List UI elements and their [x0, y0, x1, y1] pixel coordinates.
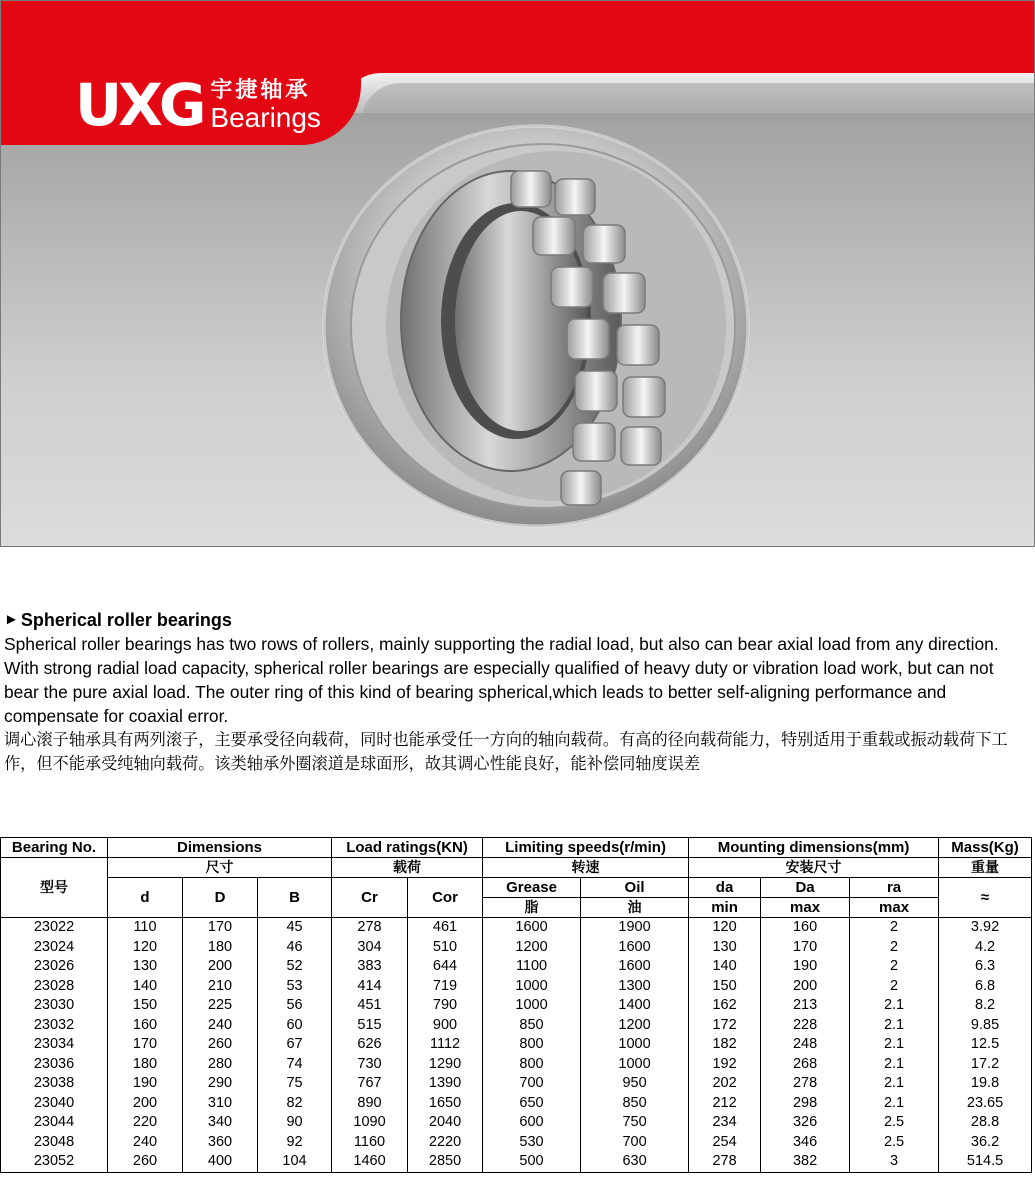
- cell-cor: 719: [408, 977, 483, 997]
- cell-d: 160: [108, 1016, 183, 1036]
- cell-D: 240: [183, 1016, 258, 1036]
- cell-Da: 382: [761, 1152, 850, 1172]
- cell-cor: 1390: [408, 1074, 483, 1094]
- cell-mass: 23.65: [939, 1094, 1032, 1114]
- header-limiting-speeds-cn: 转速: [483, 858, 689, 878]
- cell-Da: 228: [761, 1016, 850, 1036]
- cell-grease: 530: [483, 1133, 581, 1153]
- cell-d: 200: [108, 1094, 183, 1114]
- header-load-ratings: Load ratings(KN): [332, 838, 483, 858]
- cell-cor: 644: [408, 957, 483, 977]
- cell-oil: 750: [581, 1113, 689, 1133]
- cell-cr: 890: [332, 1094, 408, 1114]
- cell-cr: 626: [332, 1035, 408, 1055]
- cell-D: 340: [183, 1113, 258, 1133]
- header-cor: Cor: [408, 878, 483, 918]
- cell-d: 150: [108, 996, 183, 1016]
- cell-D: 225: [183, 996, 258, 1016]
- cell-Da: 213: [761, 996, 850, 1016]
- cell-da: 234: [689, 1113, 761, 1133]
- cell-da: 162: [689, 996, 761, 1016]
- cell-cr: 515: [332, 1016, 408, 1036]
- cell-oil: 1900: [581, 918, 689, 938]
- cell-cr: 1460: [332, 1152, 408, 1172]
- header-cr: Cr: [332, 878, 408, 918]
- cell-oil: 1000: [581, 1055, 689, 1075]
- cell-da: 182: [689, 1035, 761, 1055]
- header-B: B: [258, 878, 332, 918]
- cell-d: 140: [108, 977, 183, 997]
- header-limiting-speeds: Limiting speeds(r/min): [483, 838, 689, 858]
- cell-ra: 2.1: [850, 1035, 939, 1055]
- banner-swoosh-shadow: [361, 83, 1035, 123]
- cell-ra: 3: [850, 1152, 939, 1172]
- cell-D: 280: [183, 1055, 258, 1075]
- cell-da: 192: [689, 1055, 761, 1075]
- cell-grease: 800: [483, 1035, 581, 1055]
- cell-ra: 2.1: [850, 996, 939, 1016]
- header-da: da: [689, 878, 761, 898]
- cell-bearing-no: 23024: [1, 938, 108, 958]
- cell-grease: 600: [483, 1113, 581, 1133]
- cell-oil: 630: [581, 1152, 689, 1172]
- header-approx: ≈: [939, 878, 1032, 918]
- cell-B: 67: [258, 1035, 332, 1055]
- product-banner: [0, 0, 1035, 547]
- cell-D: 360: [183, 1133, 258, 1153]
- header-grease: Grease: [483, 878, 581, 898]
- cell-grease: 650: [483, 1094, 581, 1114]
- cell-B: 82: [258, 1094, 332, 1114]
- cell-B: 53: [258, 977, 332, 997]
- cell-B: 104: [258, 1152, 332, 1172]
- cell-d: 170: [108, 1035, 183, 1055]
- cell-oil: 1300: [581, 977, 689, 997]
- cell-d: 120: [108, 938, 183, 958]
- cell-Da: 268: [761, 1055, 850, 1075]
- cell-d: 110: [108, 918, 183, 938]
- brand-logo: [75, 73, 321, 137]
- header-oil-cn: 油: [581, 898, 689, 918]
- cell-Da: 248: [761, 1035, 850, 1055]
- cell-cr: 767: [332, 1074, 408, 1094]
- cell-da: 150: [689, 977, 761, 997]
- cell-mass: 19.8: [939, 1074, 1032, 1094]
- cell-mass: 36.2: [939, 1133, 1032, 1153]
- cell-oil: 850: [581, 1094, 689, 1114]
- header-grease-cn: 脂: [483, 898, 581, 918]
- header-load-ratings-cn: 载荷: [332, 858, 483, 878]
- header-dimensions: Dimensions: [108, 838, 332, 858]
- cell-ra: 2.5: [850, 1133, 939, 1153]
- specifications-table-body: [1, 918, 1032, 1173]
- cell-d: 220: [108, 1113, 183, 1133]
- cell-Da: 170: [761, 938, 850, 958]
- cell-da: 202: [689, 1074, 761, 1094]
- table-row: [1, 1035, 1032, 1055]
- cell-ra: 2: [850, 957, 939, 977]
- table-row: [1, 918, 1032, 938]
- cell-bearing-no: 23022: [1, 918, 108, 938]
- table-row: [1, 1016, 1032, 1036]
- cell-mass: 9.85: [939, 1016, 1032, 1036]
- header-mounting-dimensions: Mounting dimensions(mm): [689, 838, 939, 858]
- header-Da: Da: [761, 878, 850, 898]
- cell-mass: 17.2: [939, 1055, 1032, 1075]
- cell-mass: 514.5: [939, 1152, 1032, 1172]
- cell-da: 172: [689, 1016, 761, 1036]
- header-ra: ra: [850, 878, 939, 898]
- cell-grease: 800: [483, 1055, 581, 1075]
- cell-grease: 1600: [483, 918, 581, 938]
- cell-oil: 950: [581, 1074, 689, 1094]
- cell-bearing-no: 23036: [1, 1055, 108, 1075]
- cell-bearing-no: 23032: [1, 1016, 108, 1036]
- cell-da: 254: [689, 1133, 761, 1153]
- cell-cr: 1090: [332, 1113, 408, 1133]
- right-triangle-icon: ►: [4, 611, 19, 628]
- header-bearing-no: Bearing No.: [1, 838, 108, 858]
- cell-Da: 346: [761, 1133, 850, 1153]
- cell-B: 92: [258, 1133, 332, 1153]
- cell-d: 180: [108, 1055, 183, 1075]
- cell-cor: 2040: [408, 1113, 483, 1133]
- cell-B: 46: [258, 938, 332, 958]
- cell-B: 56: [258, 996, 332, 1016]
- cell-bearing-no: 23034: [1, 1035, 108, 1055]
- product-description: [4, 608, 1032, 776]
- cell-D: 170: [183, 918, 258, 938]
- cell-ra: 2: [850, 918, 939, 938]
- cell-Da: 298: [761, 1094, 850, 1114]
- cell-cr: 383: [332, 957, 408, 977]
- table-row: [1, 1055, 1032, 1075]
- cell-mass: 6.3: [939, 957, 1032, 977]
- header-mass-cn: 重量: [939, 858, 1032, 878]
- table-row: [1, 1074, 1032, 1094]
- table-row: [1, 957, 1032, 977]
- cell-bearing-no: 23026: [1, 957, 108, 977]
- cell-Da: 326: [761, 1113, 850, 1133]
- cell-oil: 700: [581, 1133, 689, 1153]
- table-row: [1, 938, 1032, 958]
- cell-D: 200: [183, 957, 258, 977]
- cell-bearing-no: 23040: [1, 1094, 108, 1114]
- cell-Da: 278: [761, 1074, 850, 1094]
- cell-da: 278: [689, 1152, 761, 1172]
- cell-bearing-no: 23028: [1, 977, 108, 997]
- cell-D: 180: [183, 938, 258, 958]
- table-row: [1, 996, 1032, 1016]
- cell-cor: 510: [408, 938, 483, 958]
- cell-bearing-no: 23052: [1, 1152, 108, 1172]
- cell-mass: 28.8: [939, 1113, 1032, 1133]
- header-da-min: min: [689, 898, 761, 918]
- cell-cor: 900: [408, 1016, 483, 1036]
- header-bearing-no-cn: 型号: [1, 858, 108, 918]
- cell-cr: 730: [332, 1055, 408, 1075]
- cell-ra: 2.5: [850, 1113, 939, 1133]
- cell-bearing-no: 23038: [1, 1074, 108, 1094]
- logo-chinese-name: 宇捷轴承: [210, 77, 311, 102]
- cell-grease: 500: [483, 1152, 581, 1172]
- logo-english-name: Bearings: [210, 102, 321, 133]
- table-row: [1, 1152, 1032, 1172]
- specifications-table: [0, 837, 1032, 1173]
- cell-oil: 1600: [581, 938, 689, 958]
- cell-cr: 278: [332, 918, 408, 938]
- section-heading: [4, 608, 1032, 632]
- cell-D: 290: [183, 1074, 258, 1094]
- cell-d: 130: [108, 957, 183, 977]
- cell-grease: 1000: [483, 977, 581, 997]
- table-row: [1, 977, 1032, 997]
- cell-mass: 4.2: [939, 938, 1032, 958]
- cell-B: 90: [258, 1113, 332, 1133]
- cell-cr: 1160: [332, 1133, 408, 1153]
- header-mass: Mass(Kg): [939, 838, 1032, 858]
- table-row: [1, 1094, 1032, 1114]
- cell-bearing-no: 23030: [1, 996, 108, 1016]
- cell-ra: 2.1: [850, 1094, 939, 1114]
- cell-cr: 451: [332, 996, 408, 1016]
- cell-B: 60: [258, 1016, 332, 1036]
- cell-da: 130: [689, 938, 761, 958]
- cell-da: 140: [689, 957, 761, 977]
- description-chinese: 调心滚子轴承具有两列滚子，主要承受径向载荷，同时也能承受任一方向的轴向载荷。有高的径向载荷能力，特别适用于重载或振动载荷下工作，但不能承受纯轴向载荷。该类轴承外圈滚道是球面形，故其调心性能良好，能补偿同轴度误差: [4, 730, 1008, 773]
- cell-cr: 304: [332, 938, 408, 958]
- cell-grease: 700: [483, 1074, 581, 1094]
- header-dimensions-cn: 尺寸: [108, 858, 332, 878]
- cell-B: 74: [258, 1055, 332, 1075]
- cell-D: 260: [183, 1035, 258, 1055]
- cell-ra: 2: [850, 938, 939, 958]
- cell-B: 52: [258, 957, 332, 977]
- cell-cr: 414: [332, 977, 408, 997]
- cell-grease: 1000: [483, 996, 581, 1016]
- cell-Da: 190: [761, 957, 850, 977]
- cell-cor: 461: [408, 918, 483, 938]
- cell-cor: 790: [408, 996, 483, 1016]
- cell-B: 45: [258, 918, 332, 938]
- logo-mark: UXG: [75, 71, 203, 139]
- bearing-image: [311, 121, 771, 541]
- header-Da-max: max: [761, 898, 850, 918]
- cell-oil: 1400: [581, 996, 689, 1016]
- cell-D: 400: [183, 1152, 258, 1172]
- cell-cor: 1650: [408, 1094, 483, 1114]
- cell-d: 260: [108, 1152, 183, 1172]
- cell-Da: 160: [761, 918, 850, 938]
- cell-bearing-no: 23048: [1, 1133, 108, 1153]
- cell-grease: 1100: [483, 957, 581, 977]
- cell-d: 240: [108, 1133, 183, 1153]
- cell-mass: 8.2: [939, 996, 1032, 1016]
- description-english: Spherical roller bearings has two rows of rollers, mainly supporting the radial load, but also can bear axial load from any direction. With strong radial load capacity, spherical roller bearings are especially qualified of heavy duty or vibration load work, but can not bear the pure axial load. The outer ring of this kind of bearing spherical,which leads to better self-aligning performance and compensate for coaxial error.: [4, 634, 999, 726]
- table-row: [1, 1113, 1032, 1133]
- cell-B: 75: [258, 1074, 332, 1094]
- cell-oil: 1600: [581, 957, 689, 977]
- header-d: d: [108, 878, 183, 918]
- header-mounting-cn: 安装尺寸: [689, 858, 939, 878]
- cell-cor: 2220: [408, 1133, 483, 1153]
- cell-ra: 2.1: [850, 1016, 939, 1036]
- cell-mass: 6.8: [939, 977, 1032, 997]
- cell-cor: 1290: [408, 1055, 483, 1075]
- cell-mass: 12.5: [939, 1035, 1032, 1055]
- cell-d: 190: [108, 1074, 183, 1094]
- header-oil: Oil: [581, 878, 689, 898]
- cell-Da: 200: [761, 977, 850, 997]
- cell-oil: 1200: [581, 1016, 689, 1036]
- cell-da: 120: [689, 918, 761, 938]
- cell-ra: 2: [850, 977, 939, 997]
- cell-D: 310: [183, 1094, 258, 1114]
- logo-text: [210, 77, 321, 133]
- cell-D: 210: [183, 977, 258, 997]
- cell-cor: 1112: [408, 1035, 483, 1055]
- cell-cor: 2850: [408, 1152, 483, 1172]
- cell-bearing-no: 23044: [1, 1113, 108, 1133]
- cell-grease: 850: [483, 1016, 581, 1036]
- section-title: Spherical roller bearings: [20, 610, 232, 630]
- cell-ra: 2.1: [850, 1074, 939, 1094]
- cell-oil: 1000: [581, 1035, 689, 1055]
- header-ra-max: max: [850, 898, 939, 918]
- table-row: [1, 1133, 1032, 1153]
- cell-grease: 1200: [483, 938, 581, 958]
- cell-ra: 2.1: [850, 1055, 939, 1075]
- cell-da: 212: [689, 1094, 761, 1114]
- cell-mass: 3.92: [939, 918, 1032, 938]
- header-D: D: [183, 878, 258, 918]
